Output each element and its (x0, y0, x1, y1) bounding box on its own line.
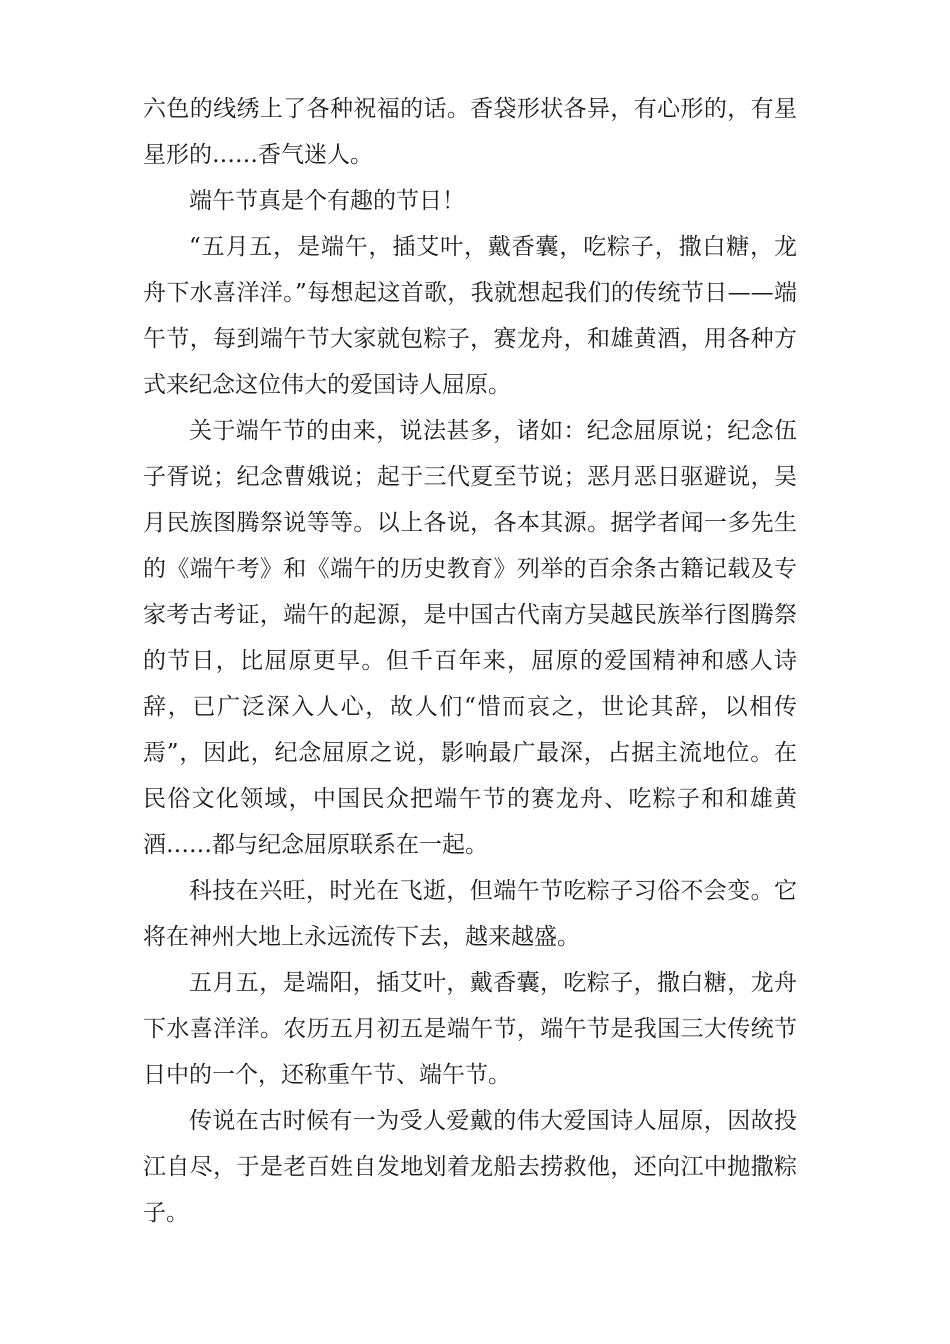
paragraph-duanyang: 五月五，是端阳，插艾叶，戴香囊，吃粽子，撒白糖，龙舟下水喜洋洋。农历五月初五是端午节，端午节是我国三大传统节日中的一个，还称重午节、端午节。 (143, 970, 797, 1088)
paragraph-exclamation: 端午节真是个有趣的节日！ (189, 188, 465, 214)
paragraph-song: “五月五，是端午，插艾叶，戴香囊，吃粽子，撒白糖，龙舟下水喜洋洋。”每想起这首歌，我就想起我们的传统节日——端午节，每到端午节大家就包粽子，赛龙舟，和雄黄酒，用各种方式来纪念这位伟大的爱国诗人屈原。 (143, 234, 797, 398)
paragraph-tradition: 科技在兴旺，时光在飞逝，但端午节吃粽子习俗不会变。它将在神州大地上永远流传下去，越来越盛。 (143, 878, 797, 950)
paragraph-legend: 传说在古时候有一为受人爱戴的伟大爱国诗人屈原，因故投江自尽，于是老百姓自发地划着龙船去捞救他，还向江中抛撒粽子。 (143, 1108, 797, 1226)
paragraph-continuation: 六色的线绣上了各种祝福的话。香袋形状各异，有心形的，有星星形的……香气迷人。 (143, 96, 797, 168)
document-body (143, 86, 797, 1236)
paragraph-origin: 关于端午节的由来，说法甚多，诸如：纪念屈原说；纪念伍子胥说；纪念曹娥说；起于三代夏至节说；恶月恶日驱避说，吴月民族图腾祭说等等。以上各说，各本其源。据学者闻一多先生的《端午考》和《端午的历史教育》列举的百余条古籍记载及专家考古考证，端午的起源，是中国古代南方吴越民族举行图腾祭的节日，比屈原更早。但千百年来，屈原的爱国精神和感人诗辞，已广泛深入人心，故人们“惜而哀之，世论其辞，以相传焉”，因此，纪念屈原之说，影响最广最深，占据主流地位。在民俗文化领域，中国民众把端午节的赛龙舟、吃粽子和和雄黄酒……都与纪念屈原联系在一起。 (143, 418, 797, 858)
